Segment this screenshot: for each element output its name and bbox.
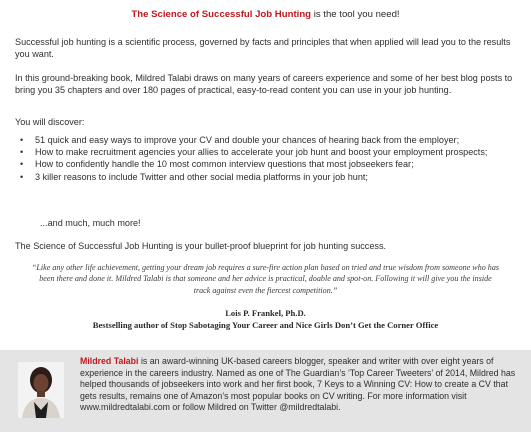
list-item: • 3 killer reasons to include Twitter and other social media platforms in your job hunt; xyxy=(15,171,517,183)
testimonial-author: Lois P. Frankel, Ph.D. xyxy=(225,308,306,318)
and-more-text: ...and much, much more! xyxy=(40,218,141,228)
headline-tagline: is the tool you need! xyxy=(311,9,400,20)
author-name: Mildred Talabi xyxy=(80,356,139,366)
list-item: • How to confidently handle the 10 most common interview questions that most jobseekers fear; xyxy=(15,158,517,170)
description-paragraph: In this ground-breaking book, Mildred Talabi draws on many years of careers experience and some of her best blog posts to bring you 35 chapters and over 180 pages of practical, easy-to-read content you can use in your job hunting. xyxy=(15,73,513,96)
author-bio-text: is an award-winning UK-based careers blogger, speaker and writer with over eight years of experience in the careers industry. Named as one of The Guardian’s ‘Top Career Tweeters’ of 2014, Mildred has helped thousands of jobseekers into work and her first book, 7 Keys to a Winning CV: How to create a CV that gets results, remains one of Amazon’s most popular books on CV writing. For more information visit xyxy=(80,356,516,401)
testimonial-author-title: Bestselling author of Stop Sabotaging Your Career and Nice Girls Don’t Get the Corner Office xyxy=(92,320,439,330)
list-item: • How to make recruitment agencies your allies to accelerate your job hunt and boost your employment prospects; xyxy=(15,146,517,158)
author-bio-tail: or follow Mildred on Twitter @mildredtalabi. xyxy=(169,402,341,413)
testimonial-quote: “Like any other life achievement, getting your dream job requires a sure-fire action plan based on tried and true wisdom from someone who has been there and done it. Mildred Talabi is that someone and her advice is practical, doable and spot-on. Following it will give you the inside track against even the fiercest competition.” xyxy=(31,263,500,295)
author-bio xyxy=(80,356,520,414)
intro-paragraph: Successful job hunting is a scientific process, governed by facts and principles that when applied will lead you to the results you want. xyxy=(15,37,511,60)
discover-intro: You will discover: xyxy=(15,117,85,127)
author-bio-box xyxy=(0,350,531,432)
headline-book-title: The Science of Successful Job Hunting xyxy=(131,9,312,20)
closing-paragraph: The Science of Successful Job Hunting is your bullet-proof blueprint for job hunting success. xyxy=(15,241,387,251)
author-photo xyxy=(18,362,64,418)
benefits-list xyxy=(15,134,517,183)
list-item: • 51 quick and easy ways to improve your CV and double your chances of hearing back from the employer; xyxy=(15,134,517,146)
author-portrait-icon xyxy=(18,362,64,418)
author-website-link[interactable]: www.mildredtalabi.com xyxy=(80,402,170,413)
headline xyxy=(0,9,531,21)
